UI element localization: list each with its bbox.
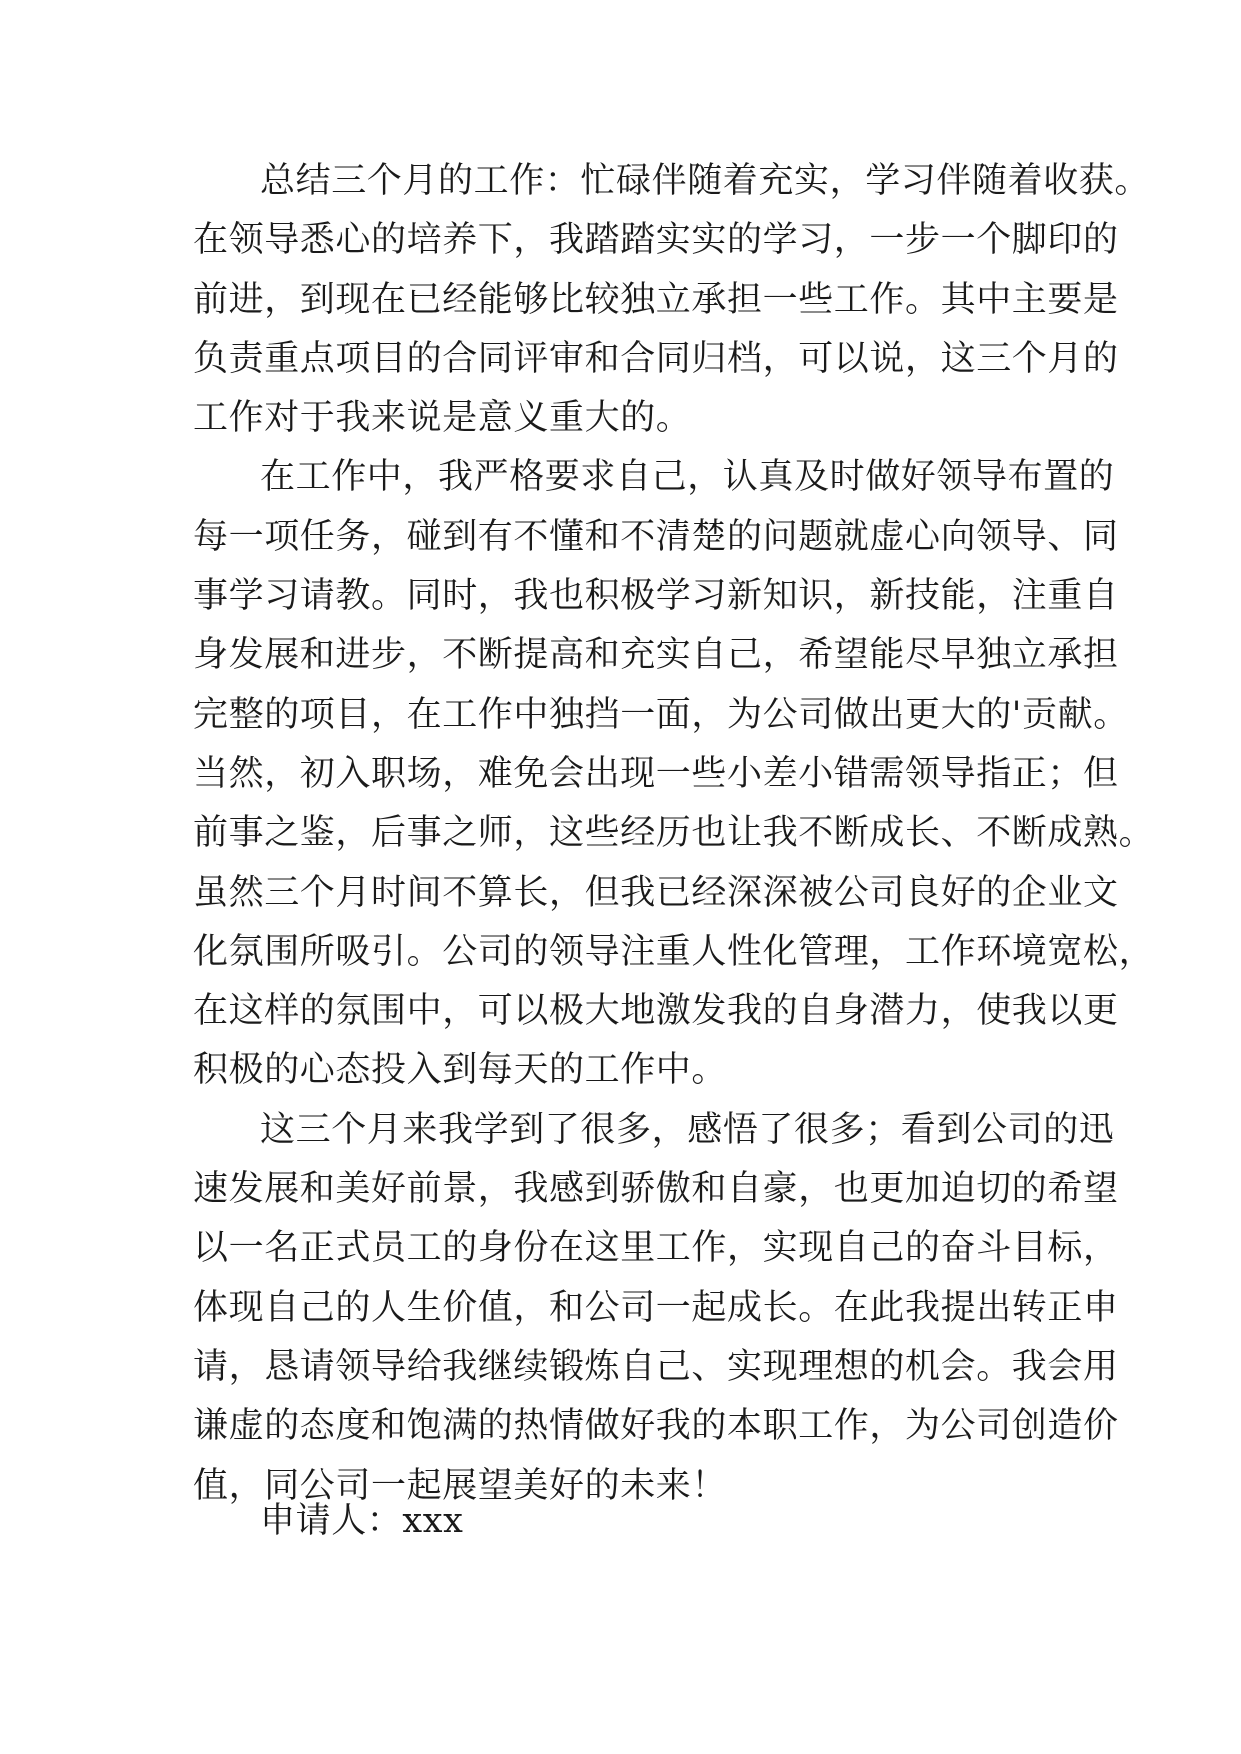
paragraph-line: 前进，到现在已经能够比较独立承担一些工作。其中主要是 xyxy=(193,279,1119,320)
paragraph-line: 工作对于我来说是意义重大的。 xyxy=(193,398,692,439)
paragraph-line: 值，同公司一起展望美好的未来！ xyxy=(193,1465,728,1506)
paragraph-line: 完整的项目，在工作中独挡一面，为公司做出更大的'贡献。 xyxy=(193,694,1129,735)
paragraph-line: 负责重点项目的合同评审和合同归档，可以说，这三个月的 xyxy=(193,338,1119,379)
paragraph-line: 以一名正式员工的身份在这里工作，实现自己的奋斗目标， xyxy=(193,1228,1119,1269)
paragraph-line: 体现自己的人生价值，和公司一起成长。在此我提出转正申 xyxy=(193,1287,1119,1328)
paragraph-line: 每一项任务，碰到有不懂和不清楚的问题就虚心向领导、同 xyxy=(193,516,1119,557)
paragraph-line: 在领导悉心的培养下，我踏踏实实的学习，一步一个脚印的 xyxy=(193,220,1119,261)
paragraph-line: 这三个月来我学到了很多，感悟了很多；看到公司的迅 xyxy=(260,1109,1115,1150)
paragraph-line: 虽然三个月时间不算长，但我已经深深被公司良好的企业文 xyxy=(193,872,1119,913)
paragraph-2 xyxy=(193,448,1155,1100)
paragraph-line: 前事之鉴，后事之师，这些经历也让我不断成长、不断成熟。 xyxy=(193,813,1155,854)
paragraph-line: 积极的心态投入到每天的工作中。 xyxy=(193,1050,728,1091)
paragraph-line: 请，恳请领导给我继续锻炼自己、实现理想的机会。我会用 xyxy=(193,1346,1119,1387)
paragraph-line: 在工作中，我严格要求自己，认真及时做好领导布置的 xyxy=(260,457,1115,498)
paragraph-line: 身发展和进步，不断提高和充实自己，希望能尽早独立承担 xyxy=(193,635,1119,676)
paragraph-line: 速发展和美好前景，我感到骄傲和自豪，也更加迫切的希望 xyxy=(193,1169,1119,1210)
paragraph-3 xyxy=(193,1101,1119,1516)
paragraph-1 xyxy=(193,152,1151,448)
paragraph-line: 事学习请教。同时，我也积极学习新知识，新技能，注重自 xyxy=(193,576,1119,617)
paragraph-line: 总结三个月的工作：忙碌伴随着充实，学习伴随着收获。 xyxy=(260,161,1151,201)
paragraph-line: 化氛围所吸引。公司的领导注重人性化管理，工作环境宽松， xyxy=(193,931,1155,972)
paragraph-line: 在这样的氛围中，可以极大地激发我的自身潜力，使我以更 xyxy=(193,991,1119,1032)
signature-line: 申请人：xxx xyxy=(260,1501,464,1541)
paragraph-line: 谦虚的态度和饱满的热情做好我的本职工作，为公司创造价 xyxy=(193,1406,1119,1447)
document-body xyxy=(193,152,1155,1516)
paragraph-line: 当然，初入职场，难免会出现一些小差小错需领导指正；但 xyxy=(193,753,1119,794)
